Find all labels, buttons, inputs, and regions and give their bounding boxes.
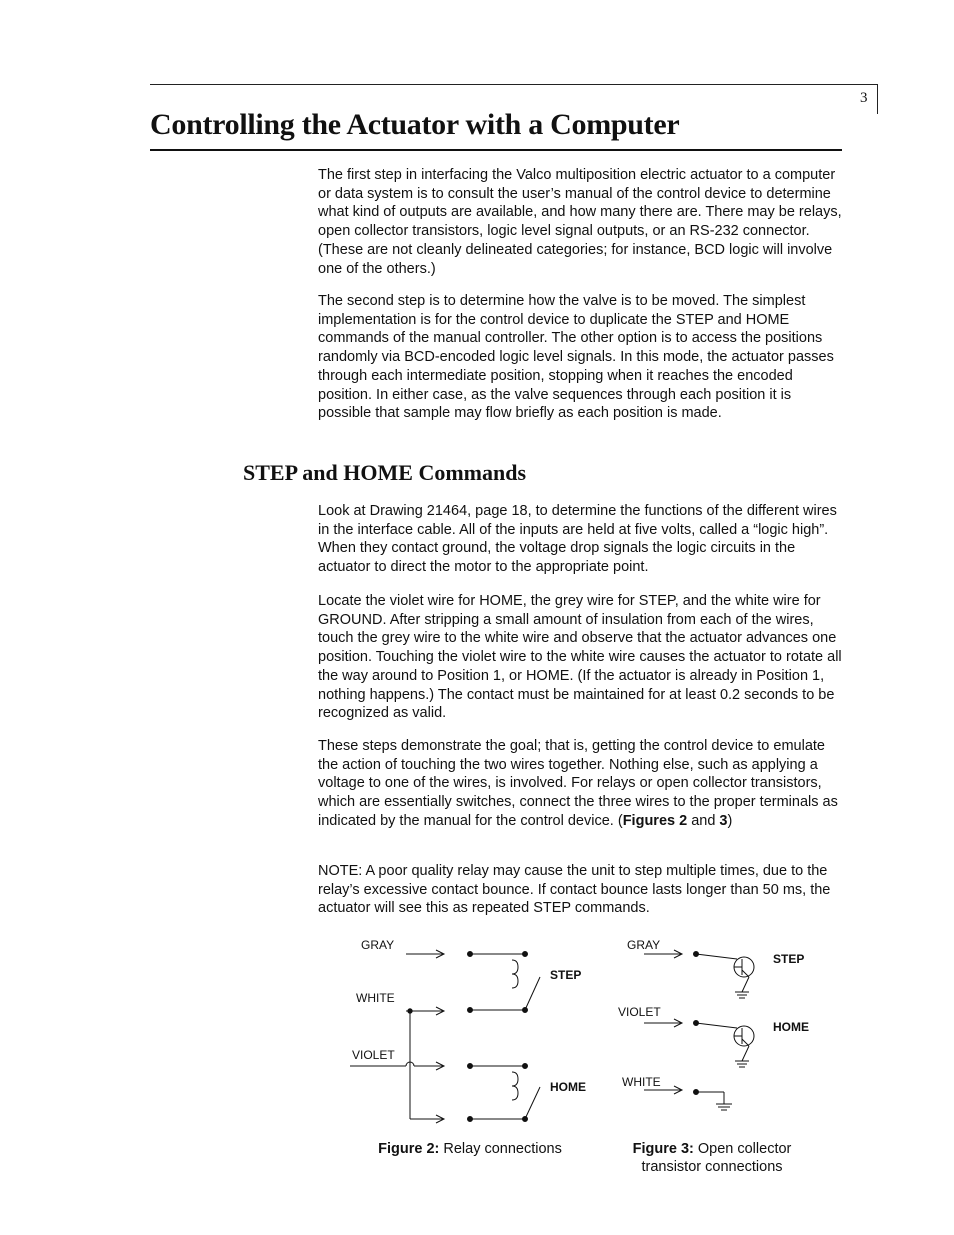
figure-reference-2: Figures 2 bbox=[622, 812, 688, 829]
step-relay bbox=[468, 952, 541, 1013]
step-relay-coil bbox=[512, 960, 518, 988]
header-rule bbox=[150, 84, 878, 85]
page-number: 3 bbox=[860, 90, 868, 106]
figure-3-text-line-2: transistor connections bbox=[641, 1159, 783, 1175]
intro-paragraph-2: The second step is to determine how the valve is to be moved. The simplest implementation is for the control device to duplicate the STEP and HOME commands of the manual controller. The other option is to access the positions randomly via BCD-encoded logic level signals. In this mode, the actuator passes through each intermediate position, stopping when it reaches the encoded position. In either case, as the valve sequences through each position it is possible that sample may flow briefly as each position is made. bbox=[318, 293, 834, 422]
open-collector-diagram bbox=[612, 930, 822, 1125]
label-gray: GRAY bbox=[627, 938, 661, 952]
paragraph-3-text: These steps demonstrate the goal; that is, getting the control device to emulate the action of touching the two wires together. Nothing else, such as applying a voltage to one of the wires, is involved. For relays or open collector transistors, which are essentially switches, connect the three wires to the proper terminals as indicated by the manual for the control device. bbox=[318, 738, 838, 829]
page-title: Controlling the Actuator with a Computer bbox=[150, 108, 680, 141]
section-paragraph-3 bbox=[318, 737, 844, 831]
figure-reference-3: 3 bbox=[719, 812, 728, 829]
label-white: WHITE bbox=[356, 991, 395, 1005]
figure-3-text: Open collector bbox=[693, 1141, 792, 1157]
label-white: WHITE bbox=[622, 1075, 661, 1089]
step-transistor bbox=[694, 952, 755, 999]
section-heading: STEP and HOME Commands bbox=[243, 460, 527, 485]
white-ground bbox=[644, 1086, 732, 1110]
title-underline bbox=[150, 149, 842, 151]
gray-wire bbox=[406, 950, 444, 958]
label-violet: VIOLET bbox=[352, 1048, 395, 1062]
home-relay-coil bbox=[512, 1072, 518, 1100]
label-step: STEP bbox=[773, 952, 805, 966]
figure-reference: (Figures 2 and 3) bbox=[617, 812, 733, 829]
home-transistor bbox=[694, 1021, 755, 1068]
white-wire bbox=[406, 1007, 444, 1123]
figure-2-label: Figure 2: bbox=[378, 1141, 440, 1157]
figure-2-caption bbox=[355, 1140, 585, 1158]
label-gray: GRAY bbox=[361, 938, 395, 952]
intro-paragraph-1: The first step in interfacing the Valco multiposition electric actuator to a computer or data system is to consult the user’s manual of the control device to determine what kind of outputs are available, and how many there are. There may be relays, open collector transistors, logic level signal outputs, or an RS-232 connector. (These are not cleanly delineated categories; for instance, BCD logic will involve one of the others.) bbox=[318, 167, 842, 277]
label-home: HOME bbox=[550, 1080, 586, 1094]
label-violet: VIOLET bbox=[618, 1005, 661, 1019]
figure-2-text: Relay connections bbox=[439, 1141, 562, 1157]
label-home: HOME bbox=[773, 1020, 809, 1034]
violet-line bbox=[644, 1019, 682, 1027]
label-step: STEP bbox=[550, 968, 582, 982]
relay-connections-diagram bbox=[340, 930, 610, 1130]
home-relay bbox=[468, 1064, 541, 1122]
figure-3-label: Figure 3: bbox=[632, 1141, 694, 1157]
violet-wire bbox=[350, 1062, 444, 1070]
section-paragraph-1: Look at Drawing 21464, page 18, to determine the functions of the different wires in the interface cable. All of the inputs are held at five volts, called a “logic high”. When they contact ground, the voltage drop signals the logic circuits in the actuator to direct the motor to the appropriate point. bbox=[318, 503, 837, 576]
header-rule-vertical bbox=[877, 84, 878, 114]
figure-3-caption bbox=[612, 1140, 812, 1176]
section-paragraph-2: Locate the violet wire for HOME, the grey wire for STEP, and the white wire for GROUND. After stripping a small amount of insulation from each of the wires, touch the grey wire to the white wire and observe that the actuator advances one position. Touching the violet wire to the white wire causes the actuator to rotate all the way around to Position 1, or HOME. (If the actuator is already in Position 1, nothing happens.) The contact must be maintained for at least 0.2 seconds to be recognized as valid. bbox=[318, 593, 842, 722]
note-paragraph: NOTE: A poor quality relay may cause the unit to step multiple times, due to the relay’s excessive contact bounce. If contact bounce lasts longer than 50 ms, the actuator will see this as repeated STEP commands. bbox=[318, 863, 831, 917]
